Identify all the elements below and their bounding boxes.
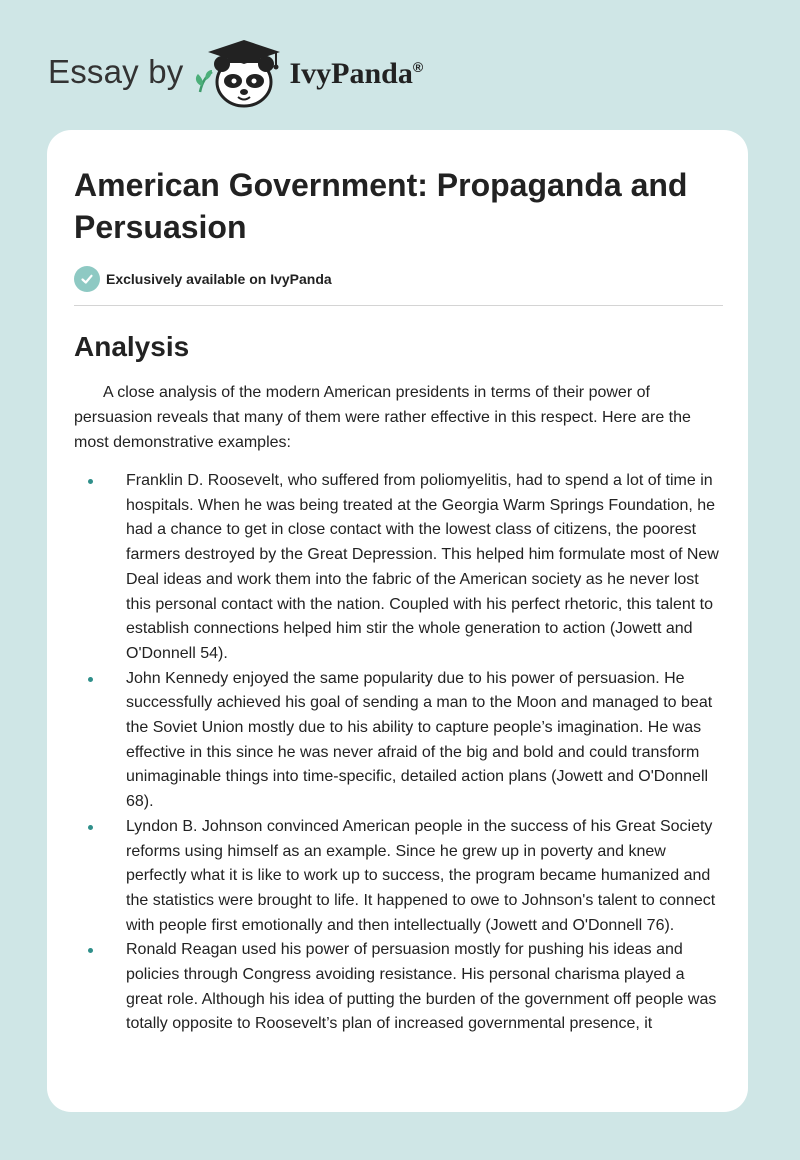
brand-name: IvyPanda® — [289, 57, 424, 90]
bullet-dot-icon — [88, 677, 93, 682]
section-heading: Analysis — [74, 331, 190, 362]
list-item — [74, 667, 723, 815]
registered-mark: ® — [412, 59, 424, 75]
essay-card — [47, 130, 748, 1112]
list-item-text: Ronald Reagan used his power of persuasion mostly for pushing his ideas and policies through Congress avoiding resistance. His personal charisma played a great role. Although his idea of putting the burden of the government off people was totally opposite to Roosevelt’s plan of increased governmental presence, it — [126, 941, 717, 1033]
bullet-dot-icon — [88, 948, 93, 953]
check-circle-icon — [74, 266, 100, 292]
page-title: American Government: Propaganda and Persuasion — [74, 167, 688, 245]
site-brand[interactable] — [48, 36, 423, 108]
list-item — [74, 469, 723, 667]
title-divider — [74, 305, 723, 306]
bullet-dot-icon — [88, 825, 93, 830]
intro-paragraph: A close analysis of the modern American presidents in terms of their power of persuasion reveals that many of them were rather effective in this respect. Here are the most demonstrative examples: — [74, 384, 691, 451]
examples-list — [74, 469, 723, 1037]
brand-prefix: Essay by — [48, 53, 184, 90]
list-item — [74, 815, 723, 939]
list-item — [74, 938, 723, 1037]
list-item-text: John Kennedy enjoyed the same popularity due to his power of persuasion. He successfully achieved his goal of sending a man to the Moon and managed to beat the Soviet Union mostly due to his ability to capture people’s imagination. He was effective in this since he was never afraid of the big and bold and could transform unimaginable things into time-specific, detailed action plans (Jowett and O'Donnell 68). — [126, 669, 713, 811]
panda-graduate-logo-icon — [192, 36, 288, 108]
exclusive-badge — [74, 266, 723, 292]
bullet-dot-icon — [88, 479, 93, 484]
exclusive-text: Exclusively available on IvyPanda — [106, 271, 332, 287]
essay-content — [74, 130, 723, 1037]
list-item-text: Franklin D. Roosevelt, who suffered from poliomyelitis, had to spend a lot of time in hospitals. When he was being treated at the Georgia Warm Springs Foundation, he had a chance to get in close contact with the lowest class of citizens, the poorest farmers destroyed by the Great Depression. This helped him formulate most of New Deal ideas and work them into the fabric of the American society as he never lost this personal contact with the nation. Coupled with his perfect rhetoric, this talent to establish connections helped him stir the whole generation to action (Jowett and O'Donnell 54). — [126, 472, 719, 662]
list-item-text: Lyndon B. Johnson convinced American people in the success of his Great Society reforms using himself as an example. Since he grew up in poverty and knew perfectly what it is like to work up to success, the program became humanized and the statistics were brought to life. It happened to owe to Johnson's talent to connect with people first emotionally and then intellectually (Jowett and O'Donnell 76). — [126, 817, 716, 934]
